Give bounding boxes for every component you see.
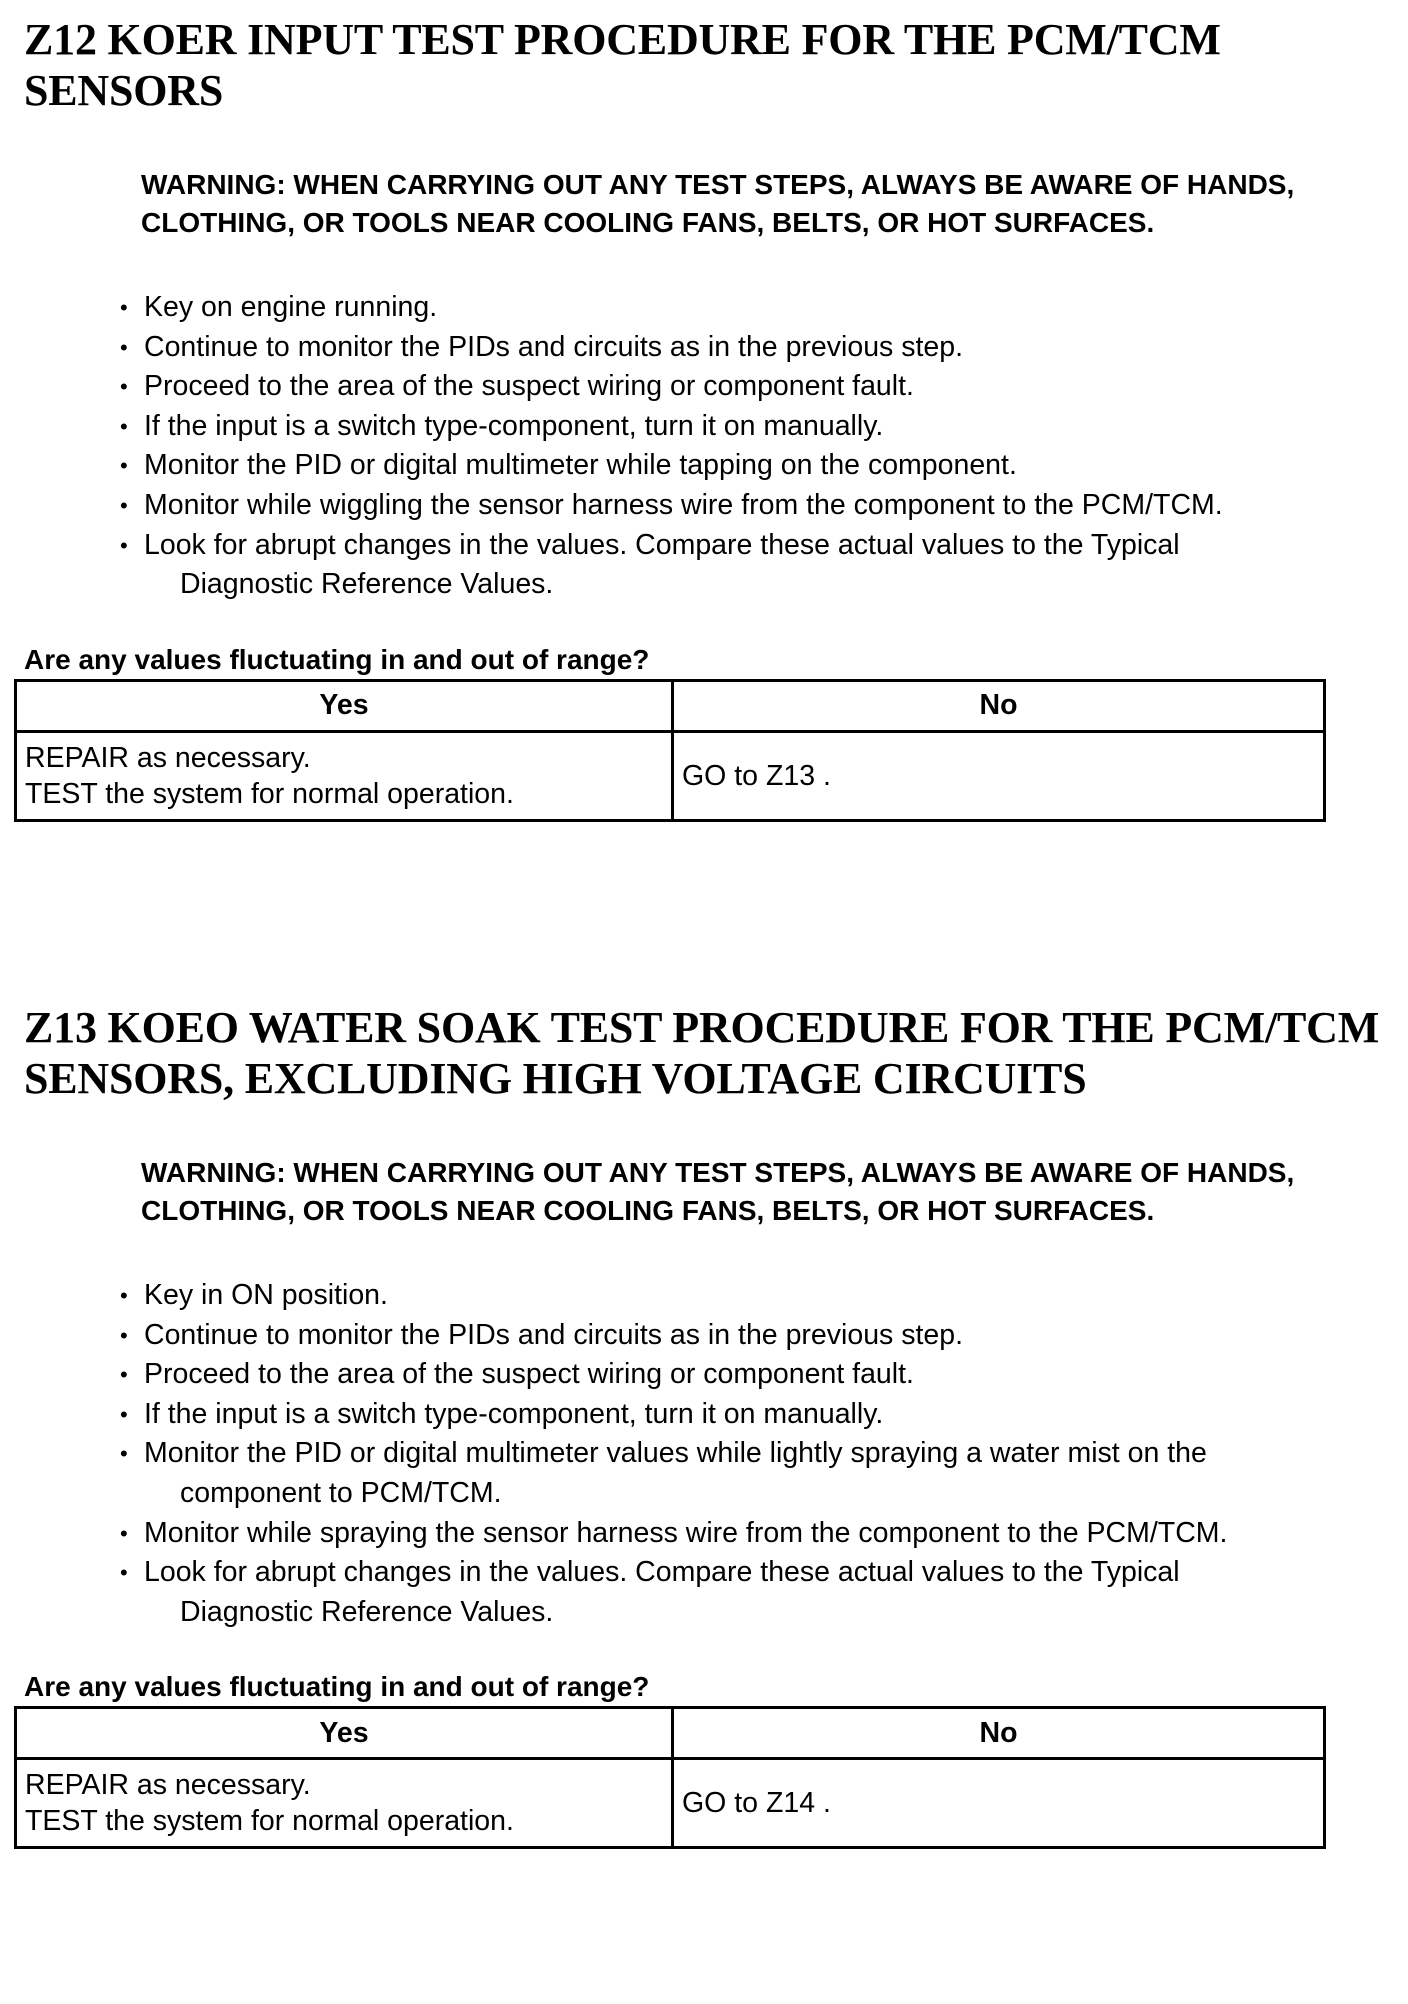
no-header: No xyxy=(673,1708,1325,1759)
yes-header: Yes xyxy=(16,680,673,731)
step-text: Look for abrupt changes in the values. Compare these actual values to the Typical xyxy=(144,1556,1180,1589)
step-text: Monitor while wiggling the sensor harness wire from the component to the PCM/TCM. xyxy=(144,488,1223,521)
step-item xyxy=(118,1276,1388,1316)
step-text: Continue to monitor the PIDs and circuits as in the previous step. xyxy=(144,1318,963,1351)
step-list xyxy=(0,1276,1388,1632)
yes-line: TEST the system for normal operation. xyxy=(25,777,514,810)
step-item xyxy=(118,1355,1388,1395)
answer-table xyxy=(14,679,1326,822)
section-heading: Z13 KOEO WATER SOAK TEST PROCEDURE FOR THE PCM/TCM SENSORS, EXCLUDING HIGH VOLTAGE CIRCUITS xyxy=(24,1003,1380,1103)
step-item xyxy=(118,288,1388,328)
step-text: If the input is a switch type-component, turn it on manually. xyxy=(144,1397,884,1430)
step-text: Monitor the PID or digital multimeter while tapping on the component. xyxy=(144,449,1017,482)
no-cell: GO to Z13 . xyxy=(673,731,1325,820)
bullet-icon: • xyxy=(120,334,128,360)
bullet-icon: • xyxy=(120,295,128,320)
yes-line: REPAIR as necessary. xyxy=(25,741,311,774)
step-item xyxy=(118,1553,1388,1632)
step-text: Key on engine running. xyxy=(144,291,438,323)
step-text: Proceed to the area of the suspect wiring or component fault. xyxy=(144,370,914,403)
warning-text: WARNING: WHEN CARRYING OUT ANY TEST STEPS, ALWAYS BE AWARE OF HANDS, CLOTHING, OR TOOLS NEAR COOLING FANS, BELTS, OR HOT SURFACES. xyxy=(141,1157,1295,1226)
step-text: Monitor the PID or digital multimeter values while lightly spraying a water mist on the xyxy=(144,1437,1207,1470)
step-item xyxy=(118,328,1388,368)
warning-text: WARNING: WHEN CARRYING OUT ANY TEST STEPS, ALWAYS BE AWARE OF HANDS, CLOTHING, OR TOOLS NEAR COOLING FANS, BELTS, OR HOT SURFACES. xyxy=(141,169,1295,238)
step-item xyxy=(118,1434,1388,1513)
yes-header: Yes xyxy=(16,1708,673,1759)
step-continuation: Diagnostic Reference Values. xyxy=(180,568,554,601)
bullet-icon: • xyxy=(120,1401,128,1427)
bullet-icon: • xyxy=(120,532,128,558)
no-header: No xyxy=(673,680,1325,731)
question-text: Are any values fluctuating in and out of range? xyxy=(24,643,650,675)
bullet-icon: • xyxy=(120,1362,128,1388)
yes-line: TEST the system for normal operation. xyxy=(25,1805,514,1838)
bullet-icon: • xyxy=(120,413,128,439)
section-z12 xyxy=(0,14,1408,822)
bullet-icon: • xyxy=(120,1520,128,1546)
yes-cell xyxy=(16,1759,673,1848)
question-text: Are any values fluctuating in and out of range? xyxy=(24,1671,650,1703)
yes-cell xyxy=(16,731,673,820)
step-item xyxy=(118,446,1388,486)
step-continuation: component to PCM/TCM. xyxy=(180,1476,502,1509)
step-continuation: Diagnostic Reference Values. xyxy=(180,1595,554,1628)
step-item xyxy=(118,1514,1388,1554)
bullet-icon: • xyxy=(120,1441,128,1467)
step-text: Continue to monitor the PIDs and circuits as in the previous step. xyxy=(144,330,963,363)
bullet-icon: • xyxy=(120,1283,128,1308)
answer-table xyxy=(14,1706,1326,1849)
step-item xyxy=(118,526,1388,605)
step-text: Key in ON position. xyxy=(144,1279,388,1311)
section-z13 xyxy=(0,1002,1408,1849)
step-item xyxy=(118,367,1388,407)
step-list xyxy=(0,288,1388,605)
section-heading: Z12 KOER INPUT TEST PROCEDURE FOR THE PCM/TCM SENSORS xyxy=(24,15,1221,115)
bullet-icon: • xyxy=(120,1560,128,1586)
step-text: If the input is a switch type-component, turn it on manually. xyxy=(144,409,884,442)
bullet-icon: • xyxy=(120,1322,128,1348)
step-text: Proceed to the area of the suspect wiring or component fault. xyxy=(144,1358,914,1391)
step-text: Look for abrupt changes in the values. Compare these actual values to the Typical xyxy=(144,528,1180,561)
no-cell: GO to Z14 . xyxy=(673,1759,1325,1848)
bullet-icon: • xyxy=(120,492,128,518)
step-item xyxy=(118,486,1388,526)
step-item xyxy=(118,1316,1388,1356)
yes-line: REPAIR as necessary. xyxy=(25,1769,311,1802)
bullet-icon: • xyxy=(120,374,128,400)
step-item xyxy=(118,1395,1388,1435)
step-text: Monitor while spraying the sensor harness wire from the component to the PCM/TCM. xyxy=(144,1516,1228,1549)
bullet-icon: • xyxy=(120,453,128,479)
step-item xyxy=(118,407,1388,447)
